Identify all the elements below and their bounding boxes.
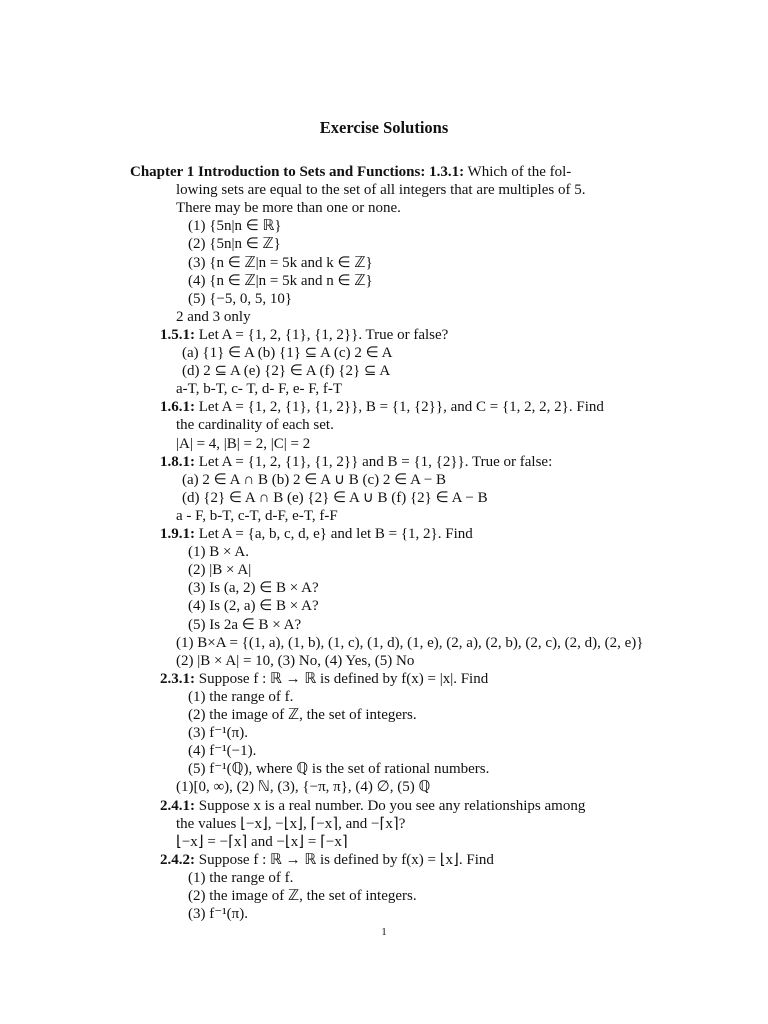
exercise-label: 2.4.2: <box>160 851 195 868</box>
line-text: 2 and 3 only <box>176 308 251 325</box>
text-line <box>160 326 448 344</box>
exercise-label: 1.9.1: <box>160 526 195 542</box>
exercise-label: 1.6.1: <box>160 399 195 416</box>
text-line <box>182 362 390 380</box>
line-text: (2) |B × A| <box>188 562 252 579</box>
line-text: ⌊−x⌋ = −⌈x⌉ and −⌊x⌋ = ⌈−x⌉ <box>176 833 348 850</box>
line-text: (a) {1} ∈ A (b) {1} ⊆ A (c) 2 ∈ A <box>182 345 393 361</box>
text-line <box>188 760 489 778</box>
text-line <box>188 290 292 308</box>
text-line <box>176 815 405 833</box>
text-line <box>176 308 251 326</box>
line-text: Let A = {1, 2, {1}, {1, 2}}, B = {1, {2}}, and C = {1, 2, 2, 2}. Find <box>195 399 604 416</box>
line-text: lowing sets are equal to the set of all integers that are multiples of 5. <box>176 182 586 199</box>
text-line <box>160 453 552 471</box>
text-line <box>188 579 319 597</box>
text-line <box>188 235 281 253</box>
line-text: (3) f⁻¹(π). <box>188 906 248 923</box>
line-text: (2) the image of ℤ, the set of integers. <box>188 707 417 723</box>
text-line <box>176 416 334 434</box>
line-text: Suppose x is a real number. Do you see any relationships among <box>195 797 586 814</box>
line-text: (1)[0, ∞), (2) ℕ, (3), {−π, π}, (4) ∅, (5) ℚ <box>176 779 431 796</box>
line-text: Let A = {a, b, c, d, e} and let B = {1, 2}. Find <box>195 526 473 542</box>
text-line <box>176 380 342 398</box>
text-line <box>176 833 348 851</box>
exercise-label: 2.3.1: <box>160 670 195 687</box>
text-line <box>182 489 488 507</box>
line-text: |A| = 4, |B| = 2, |C| = 2 <box>176 435 311 452</box>
text-line <box>130 163 571 181</box>
text-line <box>176 435 310 453</box>
line-text: (1) the range of f. <box>188 869 294 886</box>
exercise-label: 1.8.1: <box>160 453 195 470</box>
line-text: a - F, b-T, c-T, d-F, e-T, f-F <box>176 507 338 524</box>
exercise-label: Chapter 1 Introduction to Sets and Functions: 1.3.1: <box>130 164 465 180</box>
line-text: Let A = {1, 2, {1}, {1, 2}}. True or false? <box>195 326 449 343</box>
line-text: (1) B × A. <box>188 544 249 561</box>
page-title: Exercise Solutions <box>319 118 449 137</box>
text-line <box>188 869 293 887</box>
line-text: Let A = {1, 2, {1}, {1, 2}} and B = {1, {2}}. True or false: <box>195 453 553 470</box>
line-text: (5) f⁻¹(ℚ), where ℚ is the set of rational numbers. <box>188 761 490 778</box>
line-text: (5) Is 2a ∈ B × A? <box>188 616 302 633</box>
text-line <box>160 525 473 543</box>
line-text: a-T, b-T, c- T, d- F, e- F, f-T <box>176 381 343 398</box>
text-line <box>160 797 585 815</box>
line-text: There may be more than one or none. <box>176 200 401 217</box>
text-line <box>176 778 430 796</box>
text-line <box>188 272 373 290</box>
text-line <box>188 742 256 760</box>
line-text: (2) {5n|n ∈ ℤ} <box>188 236 281 253</box>
line-text: Suppose f : ℝ → ℝ is defined by f(x) = |x|. Find <box>195 670 489 687</box>
text-line <box>176 181 585 199</box>
line-text: (a) 2 ∈ A ∩ B (b) 2 ∈ A ∪ B (c) 2 ∈ A − B <box>182 471 447 488</box>
text-line <box>188 905 248 923</box>
text-line <box>176 634 643 652</box>
text-line <box>176 507 338 525</box>
text-line <box>182 471 446 489</box>
line-text: (5) {−5, 0, 5, 10} <box>188 290 293 307</box>
text-line <box>188 217 282 235</box>
exercise-label: 1.5.1: <box>160 326 195 343</box>
text-line <box>188 597 319 615</box>
text-line <box>188 616 301 634</box>
text-line <box>176 199 401 217</box>
line-text: the values ⌊−x⌋, −⌊x⌋, ⌈−x⌉, and −⌈x⌉? <box>176 815 406 832</box>
line-text: (4) f⁻¹(−1). <box>188 743 257 760</box>
text-line <box>176 652 414 670</box>
line-text: (4) Is (2, a) ∈ B × A? <box>188 598 319 615</box>
text-line <box>160 670 488 688</box>
exercise-label: 2.4.1: <box>160 797 195 814</box>
line-text: (3) Is (a, 2) ∈ B × A? <box>188 580 319 597</box>
line-text: (3) f⁻¹(π). <box>188 725 248 742</box>
text-line <box>182 344 392 362</box>
text-line <box>160 398 604 416</box>
line-text: (2) the image of ℤ, the set of integers. <box>188 888 417 904</box>
line-text: (d) 2 ⊆ A (e) {2} ∈ A (f) {2} ⊆ A <box>182 363 391 380</box>
line-text: Suppose f : ℝ → ℝ is defined by f(x) = ⌊x⌋. Find <box>195 851 494 868</box>
line-text: (1) B×A = {(1, a), (1, b), (1, c), (1, d), (1, e), (2, a), (2, b), (2, c), (2, d), (2, e)} <box>176 634 644 651</box>
line-text: (2) |B × A| = 10, (3) No, (4) Yes, (5) No <box>176 652 415 669</box>
line-text: (1) the range of f. <box>188 688 294 705</box>
text-line <box>188 706 417 724</box>
line-text: (4) {n ∈ ℤ|n = 5k and n ∈ ℤ} <box>188 272 373 289</box>
text-line <box>188 561 251 579</box>
text-line <box>188 724 248 742</box>
line-text: (d) {2} ∈ A ∩ B (e) {2} ∈ A ∪ B (f) {2} ∈ A − B <box>182 489 488 506</box>
line-text: Which of the fol- <box>464 164 572 180</box>
text-line <box>188 887 417 905</box>
line-text: (1) {5n|n ∈ ℝ} <box>188 218 282 235</box>
line-text: the cardinality of each set. <box>176 417 334 434</box>
text-line <box>188 543 249 561</box>
text-line <box>160 851 494 869</box>
page-number: 1 <box>381 926 387 938</box>
line-text: (3) {n ∈ ℤ|n = 5k and k ∈ ℤ} <box>188 254 373 271</box>
text-line <box>188 254 373 272</box>
text-line <box>188 688 293 706</box>
